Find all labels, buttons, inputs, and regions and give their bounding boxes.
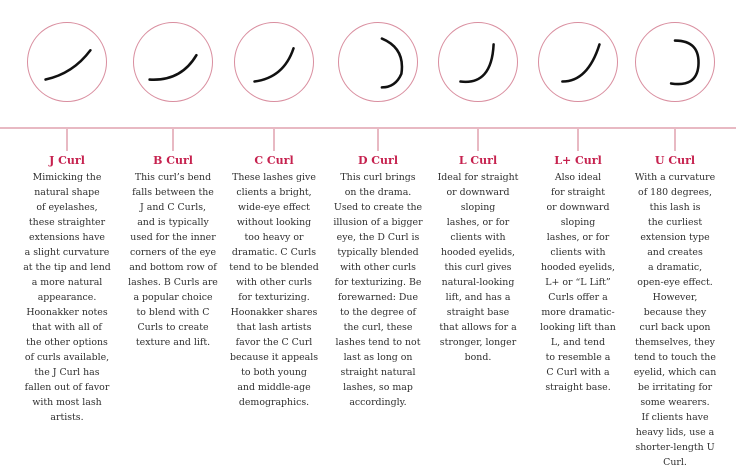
j-curl-description-line: Hoonakker notes: [26, 307, 108, 318]
u-curl-description-line: heavy lids, use a: [635, 427, 715, 438]
d-curl-description-line: the curl, these: [343, 322, 413, 333]
j-curl-description-line: Mimicking the: [32, 172, 102, 183]
l-curl-connector: [477, 127, 479, 151]
u-curl-description-line: tend to touch the: [634, 352, 716, 363]
d-curl-description-line: on the drama.: [344, 187, 412, 198]
b-curl-lash-icon: [134, 23, 212, 101]
j-curl-description-line: with most lash: [32, 397, 102, 408]
l-curl-title: L Curl: [458, 154, 498, 167]
c-curl-description-line: for texturizing.: [238, 292, 310, 303]
d-curl-description-line: with other curls: [340, 262, 416, 273]
c-curl-column: [222, 0, 326, 474]
j-curl-description-line: fallen out of favor: [24, 382, 110, 393]
l-curl-description-line: this curl gives: [444, 262, 512, 273]
j-curl-description-line: the J Curl has: [34, 367, 100, 378]
u-curl-description-line: and creates: [647, 247, 703, 258]
l-plus-curl-description-line: C Curl with a: [546, 367, 610, 378]
c-curl-description-line: dramatic. C Curls: [231, 247, 317, 258]
l-curl-description-line: bond.: [464, 352, 492, 363]
l-curl-description-line: that allows for a: [439, 322, 517, 333]
l-curl-description-line: clients with: [450, 232, 506, 243]
l-plus-curl-column: [526, 0, 630, 474]
j-curl-circle: [27, 22, 107, 102]
l-curl-description-line: Ideal for straight: [437, 172, 519, 183]
j-curl-description-line: natural shape: [34, 187, 100, 198]
j-curl-description: [15, 170, 119, 425]
c-curl-lash-icon: [235, 23, 313, 101]
l-curl-description-line: sloping: [460, 202, 496, 213]
b-curl-description-line: J and C Curls,: [140, 202, 206, 213]
u-curl-description-line: themselves, they: [635, 337, 715, 348]
l-plus-curl-description-line: lashes, or for: [546, 232, 610, 243]
c-curl-description-line: wide-eye effect: [238, 202, 310, 213]
b-curl-description-line: texture and lift.: [135, 337, 211, 348]
c-curl-description-line: tend to be blended: [229, 262, 319, 273]
b-curl-circle: [133, 22, 213, 102]
c-curl-description-line: without looking: [236, 217, 312, 228]
c-curl-description-line: Hoonakker shares: [230, 307, 318, 318]
l-plus-curl-description-line: to resemble a: [545, 352, 611, 363]
d-curl-description-line: illusion of a bigger: [333, 217, 423, 228]
u-curl-description: [623, 170, 727, 470]
l-curl-description-line: or downward: [446, 187, 510, 198]
l-curl-circle: [438, 22, 518, 102]
b-curl-description-line: used for the inner: [130, 232, 216, 243]
l-plus-curl-description-line: for straight: [550, 187, 606, 198]
l-curl-column: [426, 0, 530, 474]
d-curl-description-line: accordingly.: [349, 397, 407, 408]
l-plus-curl-description-line: straight base.: [545, 382, 611, 393]
d-curl-title: D Curl: [357, 154, 399, 167]
l-curl-description-line: lashes, or for: [446, 217, 510, 228]
u-curl-description-line: curl back upon: [639, 322, 711, 333]
u-curl-description-line: a dramatic,: [647, 262, 703, 273]
l-plus-curl-description-line: looking lift than: [540, 322, 616, 333]
b-curl-description-line: and is typically: [137, 217, 209, 228]
c-curl-circle: [234, 22, 314, 102]
l-curl-description-line: stronger, longer: [439, 337, 517, 348]
d-curl-description-line: lashes tend to not: [335, 337, 421, 348]
u-curl-description-line: because they: [643, 307, 707, 318]
u-curl-description-line: Curl.: [663, 457, 687, 468]
c-curl-description: [222, 170, 326, 410]
u-curl-description-line: some wearers.: [640, 397, 710, 408]
c-curl-description-line: These lashes give: [232, 172, 316, 183]
l-plus-curl-description-line: clients with: [550, 247, 606, 258]
u-curl-description-line: this lash is: [649, 202, 701, 213]
u-curl-description-line: extension type: [640, 232, 710, 243]
j-curl-description-line: of eyelashes,: [36, 202, 98, 213]
j-curl-column: [15, 0, 119, 474]
l-plus-curl-description-line: Curls offer a: [548, 292, 608, 303]
d-curl-description-line: straight natural: [340, 367, 416, 378]
l-plus-curl-description-line: sloping: [560, 217, 596, 228]
l-curl-description-line: straight base: [446, 307, 510, 318]
j-curl-description-line: extensions have: [29, 232, 105, 243]
c-curl-lash-stroke: [255, 48, 294, 81]
b-curl-description-line: falls between the: [132, 187, 214, 198]
j-curl-lash-stroke: [46, 50, 91, 79]
l-plus-curl-description-line: L, and tend: [550, 337, 606, 348]
b-curl-lash-stroke: [150, 55, 197, 80]
d-curl-description-line: last as long on: [343, 352, 413, 363]
j-curl-description-line: appearance.: [37, 292, 97, 303]
u-curl-title: U Curl: [654, 154, 696, 167]
b-curl-description-line: and bottom row of: [129, 262, 217, 273]
l-plus-curl-description-line: Also ideal: [554, 172, 602, 183]
d-curl-description-line: Used to create the: [333, 202, 423, 213]
d-curl-description-line: typically blended: [337, 247, 419, 258]
l-plus-curl-lash-stroke: [562, 44, 599, 81]
b-curl-description-line: This curl’s bend: [134, 172, 212, 183]
c-curl-description-line: because it appeals: [229, 352, 319, 363]
d-curl-description-line: This curl brings: [340, 172, 416, 183]
u-curl-circle: [635, 22, 715, 102]
u-curl-description-line: eyelid, which can: [633, 367, 717, 378]
u-curl-description-line: open-eye effect.: [637, 277, 713, 288]
c-curl-description-line: with other curls: [236, 277, 312, 288]
l-curl-description-line: natural-looking: [441, 277, 515, 288]
b-curl-description-line: a popular choice: [133, 292, 213, 303]
c-curl-connector: [273, 127, 275, 151]
l-curl-lash-stroke: [460, 44, 493, 81]
d-curl-description-line: forewarned: Due: [337, 292, 419, 303]
j-curl-description-line: these straighter: [28, 217, 106, 228]
j-curl-description-line: a slight curvature: [24, 247, 110, 258]
u-curl-description-line: of 180 degrees,: [638, 187, 712, 198]
l-plus-curl-description-line: hooded eyelids,: [540, 262, 616, 273]
b-curl-description-line: Curls to create: [137, 322, 209, 333]
d-curl-column: [326, 0, 430, 474]
j-curl-title: J Curl: [49, 154, 85, 167]
u-curl-lash-icon: [636, 23, 714, 101]
u-curl-description-line: shorter-length U: [635, 442, 715, 453]
l-curl-lash-icon: [439, 23, 517, 101]
l-plus-curl-circle: [538, 22, 618, 102]
l-curl-description-line: hooded eyelids,: [440, 247, 516, 258]
b-curl-description: [121, 170, 225, 350]
j-curl-description-line: at the tip and lend: [23, 262, 111, 273]
l-plus-curl-connector: [577, 127, 579, 151]
u-curl-description-line: be irritating for: [637, 382, 713, 393]
b-curl-description-line: to blend with C: [136, 307, 210, 318]
c-curl-description-line: to both young: [241, 367, 307, 378]
d-curl-circle: [338, 22, 418, 102]
d-curl-description-line: to the degree of: [340, 307, 416, 318]
d-curl-description-line: for texturizing. Be: [334, 277, 422, 288]
j-curl-connector: [66, 127, 68, 151]
l-plus-curl-description-line: or downward: [546, 202, 610, 213]
c-curl-description-line: demographics.: [238, 397, 310, 408]
j-curl-description-line: the other options: [26, 337, 108, 348]
u-curl-description-line: If clients have: [641, 412, 709, 423]
c-curl-description-line: and middle-age: [237, 382, 311, 393]
b-curl-connector: [172, 127, 174, 151]
l-plus-curl-lash-icon: [539, 23, 617, 101]
b-curl-description-line: lashes. B Curls are: [128, 277, 218, 288]
b-curl-title: B Curl: [153, 154, 193, 167]
j-curl-description-line: of curls available,: [24, 352, 110, 363]
l-plus-curl-description-line: more dramatic-: [541, 307, 615, 318]
c-curl-description-line: clients a bright,: [236, 187, 312, 198]
d-curl-description-line: eye, the D Curl is: [336, 232, 420, 243]
l-curl-description: [426, 170, 530, 365]
d-curl-description: [326, 170, 430, 410]
c-curl-description-line: too heavy or: [244, 232, 304, 243]
u-curl-description-line: the curliest: [647, 217, 703, 228]
d-curl-description-line: lashes, so map: [343, 382, 413, 393]
u-curl-connector: [674, 127, 676, 151]
l-plus-curl-description: [526, 170, 630, 395]
j-curl-description-line: that with all of: [32, 322, 102, 333]
u-curl-column: [623, 0, 727, 474]
b-curl-column: [121, 0, 225, 474]
c-curl-title: C Curl: [254, 154, 294, 167]
u-curl-lash-stroke: [671, 41, 698, 85]
j-curl-description-line: artists.: [50, 412, 84, 423]
d-curl-lash-stroke: [382, 39, 402, 88]
u-curl-description-line: However,: [652, 292, 698, 303]
b-curl-description-line: corners of the eye: [129, 247, 217, 258]
c-curl-description-line: that lash artists: [236, 322, 312, 333]
c-curl-description-line: favor the C Curl: [235, 337, 313, 348]
d-curl-connector: [377, 127, 379, 151]
l-curl-description-line: lift, and has a: [445, 292, 511, 303]
l-plus-curl-title: L+ Curl: [554, 154, 602, 167]
l-plus-curl-description-line: L+ or “L Lift”: [545, 277, 611, 288]
u-curl-description-line: With a curvature: [634, 172, 716, 183]
j-curl-lash-icon: [28, 23, 106, 101]
j-curl-description-line: a more natural: [31, 277, 103, 288]
d-curl-lash-icon: [339, 23, 417, 101]
